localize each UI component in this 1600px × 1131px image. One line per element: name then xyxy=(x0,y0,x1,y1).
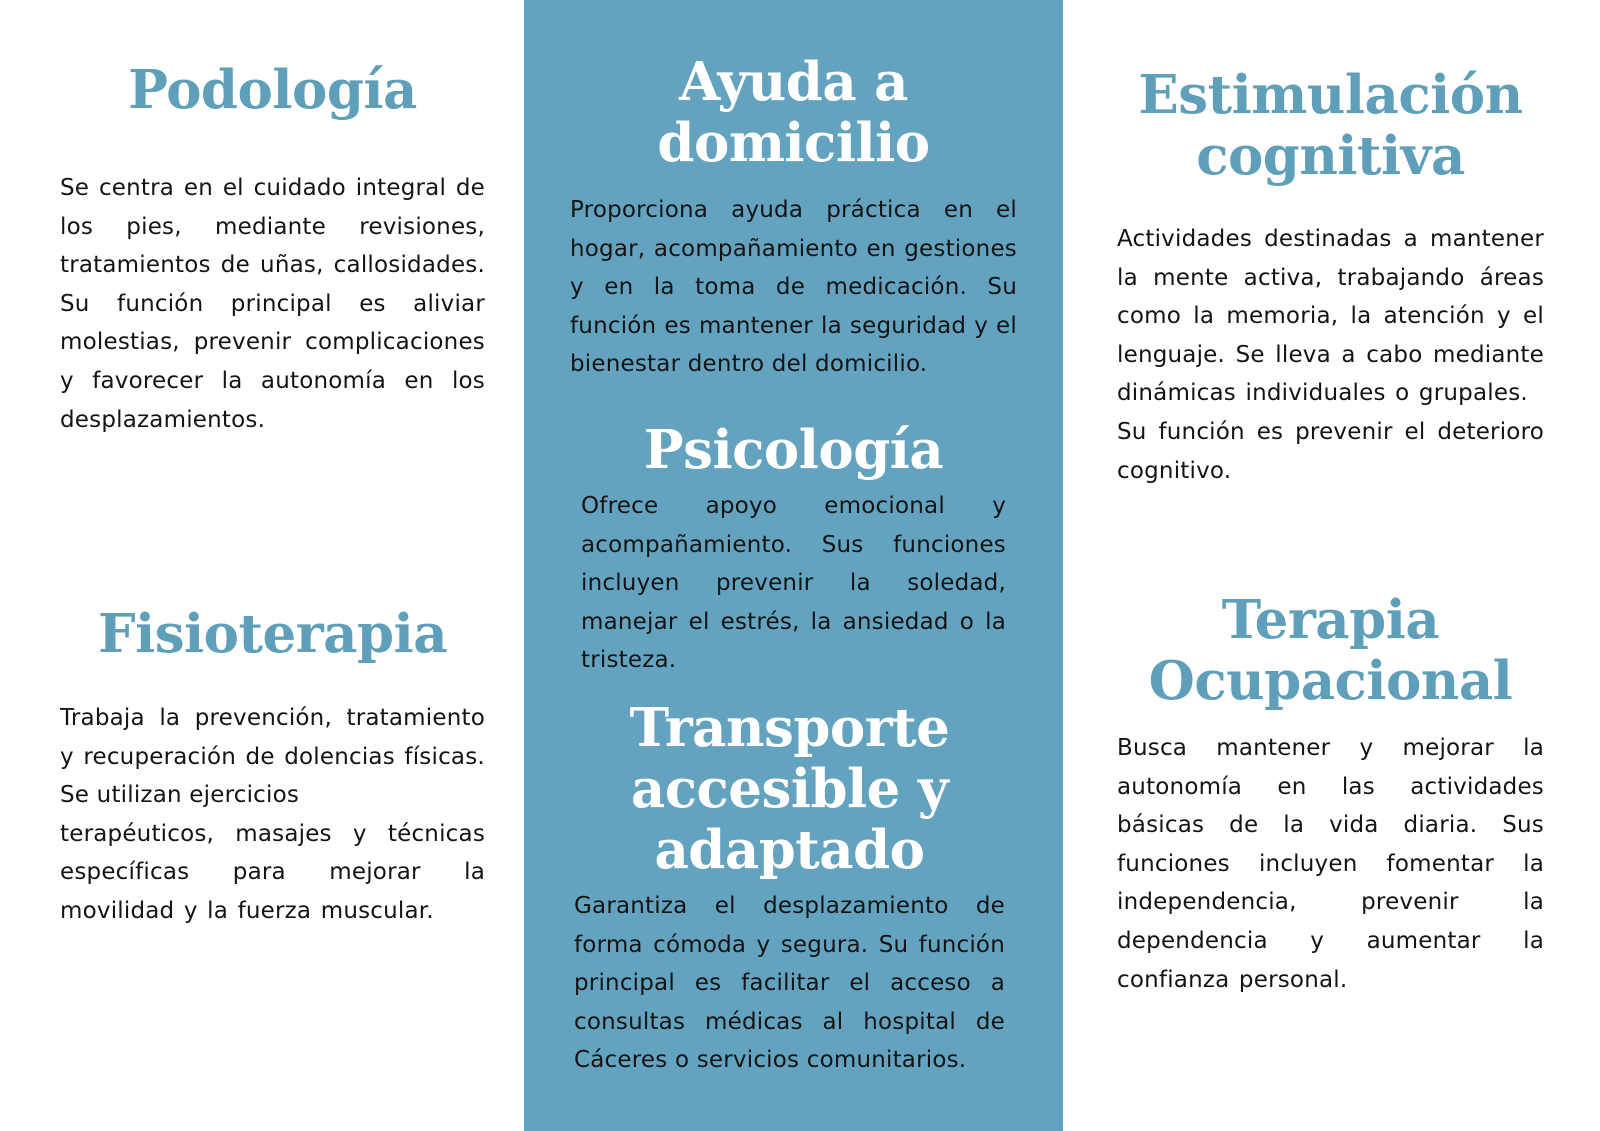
transporte-title-line2: accesible y xyxy=(630,758,949,820)
estimulacion-body-p1: Actividades destinadas a mantener la mente activa, trabajando áreas como la memoria, la atención y el lenguaje. Se lleva a cabo mediante dinámicas individuales o grupales. xyxy=(1117,226,1544,407)
transporte-body: Garantiza el desplazamiento de forma cómoda y segura. Su función principal es facilitar el acceso a consultas médicas al hospital de Cáceres o servicios comunitarios. xyxy=(574,893,1005,1074)
fisioterapia-body xyxy=(60,699,485,931)
podologia-section xyxy=(60,60,485,439)
transporte-title-line3: adaptado xyxy=(654,819,925,881)
ayuda-section xyxy=(570,52,1017,384)
fisioterapia-body-p3: terapéuticos, masajes y técnicas específicas para mejorar la movilidad y la fuerza muscular. xyxy=(60,820,485,924)
psicologia-title: Psicología xyxy=(643,419,944,481)
psicologia-section xyxy=(581,420,1006,680)
estimulacion-title-line1: Estimulación xyxy=(1138,64,1523,126)
psicologia-body: Ofrece apoyo emocional y acompañamiento. Sus funciones incluyen prevenir la soledad, manejar el estrés, la ansiedad o la tristeza. xyxy=(581,493,1006,674)
fisioterapia-section xyxy=(60,604,485,931)
terapia-title-line1: Terapia xyxy=(1221,589,1440,651)
fisioterapia-title: Fisioterapia xyxy=(97,603,448,665)
ayuda-title xyxy=(570,52,1017,174)
ayuda-title-line2: domicilio xyxy=(657,112,930,174)
fisioterapia-body-p1: Trabaja la prevención, tratamiento y recuperación de dolencias físicas. xyxy=(60,705,485,770)
middle-panel xyxy=(524,0,1063,1131)
ayuda-title-line1: Ayuda a xyxy=(679,51,908,113)
podologia-body: Se centra en el cuidado integral de los pies, mediante revisiones, tratamientos de uñas, callosidades. Su función principal es aliviar molestias, prevenir complicaciones y favorecer la autonomía en los desplazamientos. xyxy=(60,175,485,433)
transporte-title xyxy=(574,698,1005,881)
estimulacion-body xyxy=(1117,220,1544,490)
terapia-title xyxy=(1117,590,1544,712)
left-column xyxy=(0,0,524,1131)
podologia-title: Podología xyxy=(128,59,417,121)
estimulacion-title xyxy=(1117,65,1544,187)
transporte-section xyxy=(574,698,1005,1080)
fisioterapia-body-p2: Se utilizan ejercicios xyxy=(60,782,300,809)
estimulacion-title-line2: cognitiva xyxy=(1196,125,1465,187)
estimulacion-section xyxy=(1117,65,1544,490)
ayuda-body: Proporciona ayuda práctica en el hogar, acompañamiento en gestiones y en la toma de medicación. Su función es mantener la seguridad y el bienestar dentro del domicilio. xyxy=(570,197,1017,378)
terapia-body: Busca mantener y mejorar la autonomía en las actividades básicas de la vida diaria. Sus funciones incluyen fomentar la independencia, prevenir la dependencia y aumentar la confianza personal. xyxy=(1117,735,1544,993)
terapia-section xyxy=(1117,590,1544,999)
transporte-title-line1: Transporte xyxy=(629,697,950,759)
estimulacion-body-p2: Su función es prevenir el deterioro cognitivo. xyxy=(1117,418,1544,484)
terapia-title-line2: Ocupacional xyxy=(1148,650,1513,712)
right-column xyxy=(1063,0,1600,1131)
